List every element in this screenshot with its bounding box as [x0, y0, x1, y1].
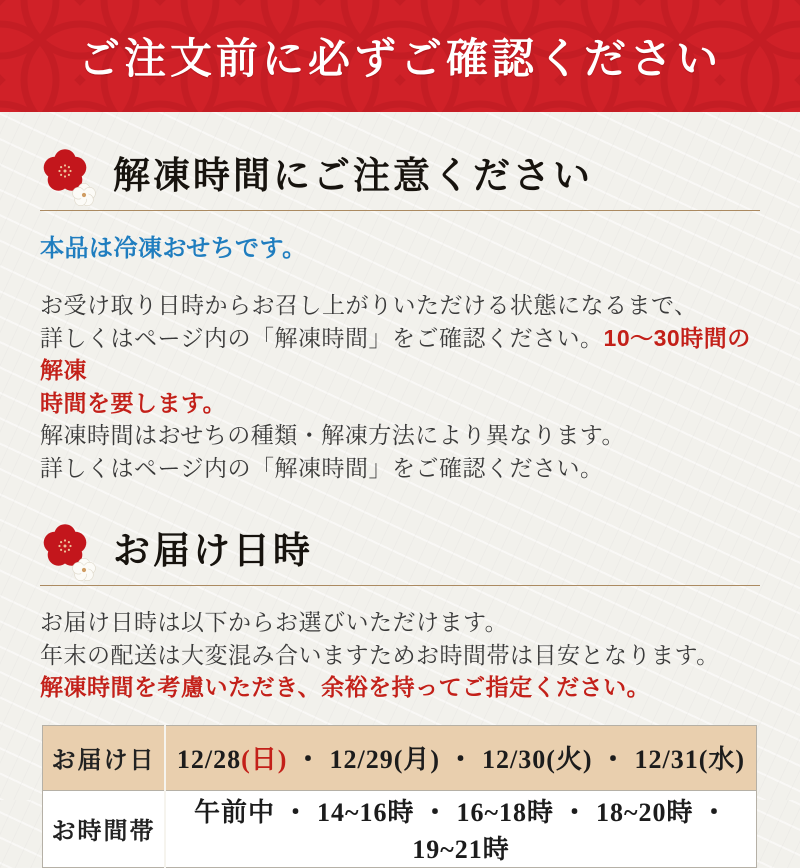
- thaw-body-line: [40, 289, 760, 322]
- thaw-time-warning-text: 時間を要します。: [40, 389, 227, 416]
- delivery-section-heading: [40, 521, 760, 586]
- frozen-product-lead: 本品は冷凍おせちです。: [40, 235, 307, 262]
- thaw-line5-text: 詳しくはページ内の「解凍時間」をご確認ください。: [40, 454, 604, 481]
- thaw-body-line: [40, 387, 760, 420]
- thaw-section-body: [40, 232, 760, 484]
- thaw-section-heading: [40, 146, 760, 211]
- sunday-red-text: (日): [241, 745, 288, 774]
- thaw-line4-text: 解凍時間はおせちの種類・解凍方法により異なります。: [40, 422, 625, 448]
- delivery-line1-text: お届け日時は以下からお選びいただけます。: [40, 609, 509, 635]
- delivery-body-line: [40, 639, 760, 672]
- banner-title: ご注文前に必ずご確認ください: [77, 37, 722, 83]
- delivery-warning-text: 解凍時間を考慮いただき、余裕を持ってご指定ください。: [40, 674, 651, 700]
- thaw-section-title: 解凍時間にご注意ください: [113, 156, 593, 198]
- banner: [0, 0, 800, 112]
- thaw-line1-text: お受け取り日時からお召し上がりいただける状態になるまで、: [40, 292, 698, 318]
- time-slot-value-cell: 午前中 ・ 14~16時 ・ 16~18時 ・ 18~20時 ・ 19~21時: [165, 790, 757, 867]
- delivery-date-text: 12/28: [176, 745, 242, 774]
- thaw-body-line: [40, 452, 760, 485]
- thaw-body-line: [40, 419, 760, 452]
- thaw-line2-text: 詳しくはページ内の「解凍時間」をご確認ください。: [40, 324, 604, 351]
- delivery-body-line: [40, 606, 760, 639]
- delivery-warning-line: [40, 671, 760, 704]
- delivery-date-header-cell: お届け日: [43, 725, 166, 790]
- delivery-table: [42, 725, 757, 868]
- plum-blossom-icon: [40, 521, 98, 583]
- delivery-line2-text: 年末の配送は大変混み合いますためお時間帯は目安となります。: [40, 641, 720, 668]
- delivery-section-body: [40, 586, 760, 704]
- delivery-date-row: [43, 725, 757, 790]
- delivery-date-value-cell: [165, 725, 757, 790]
- thaw-body-line: [40, 322, 760, 387]
- thaw-time-warning-text: 10〜30時間の解凍: [40, 324, 751, 383]
- delivery-dates-rest-text: ・ 12/29(月) ・ 12/30(火) ・ 12/31(水): [287, 745, 746, 774]
- plum-blossom-icon: [40, 146, 98, 208]
- delivery-section-title: お届け日時: [113, 531, 313, 573]
- time-slot-row: [43, 790, 757, 867]
- time-slot-header-cell: お時間帯: [43, 790, 166, 867]
